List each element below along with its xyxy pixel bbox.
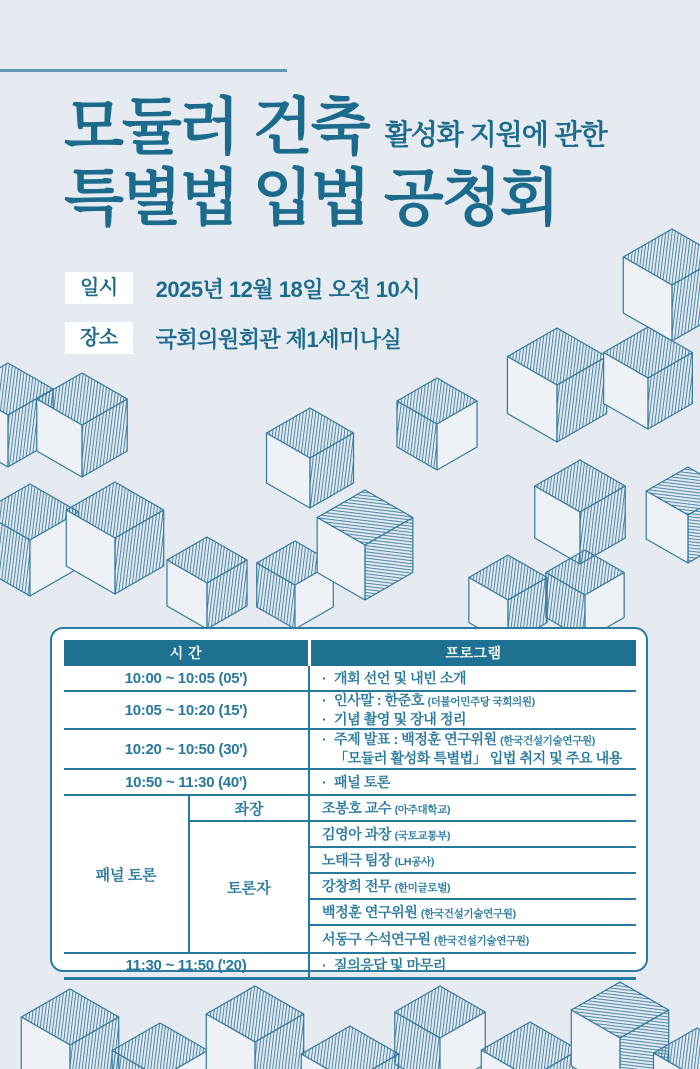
datetime-row [65,272,420,304]
table-row [64,666,636,692]
time-cell: 10:50 ~ 11:30 (40') [125,773,247,791]
chair-label-cell: 좌장 [190,796,308,822]
program-item-note: (더불어민주당 국회의원) [427,696,535,709]
panel-member-row [310,874,636,900]
program-item-note: (한국건설기술연구원) [500,735,596,748]
bullet: · [322,731,327,748]
time-cell: 10:20 ~ 10:50 (30') [124,740,248,758]
member-name: 서동구 수석연구원 [322,930,431,947]
program-cell [308,692,636,728]
member-name: 강창희 전무 [322,877,392,894]
program-cell [308,666,636,690]
member-org: (한미글로벌) [394,881,451,894]
schedule-card [50,627,648,972]
program-item: 인사말 : 한준호 [334,692,424,709]
debaters-label-cell: 토론자 [227,879,271,897]
program-item: 패널 토론 [334,773,390,790]
location-label-badge: 장소 [65,322,133,354]
table-row [64,954,636,980]
panel-members-column [308,796,636,952]
datetime-value: 2025년 12월 18일 오전 10시 [155,276,420,302]
panel-label-cell: 패널 토론 [95,866,157,884]
member-org: (국토교통부) [394,829,451,842]
program-cell [308,730,636,768]
location-value: 국회의원회관 제1세미나실 [155,326,402,352]
table-row [64,692,636,730]
event-info [65,272,420,372]
table-row [64,730,636,770]
member-name: 백정훈 연구위원 [322,903,418,920]
top-accent-line [0,69,287,72]
bullet: · [322,692,327,709]
bullet: · [322,773,327,790]
time-cell: 11:30 ~ 11:50 ('20) [125,957,247,974]
program-item: 주제 발표 : 백정훈 연구위원 [334,731,497,748]
program-item: 개회 선언 및 내빈 소개 [334,669,467,686]
panel-member-row [310,926,636,952]
program-item: 「모듈러 활성화 특별법」 입법 취지 및 주요 내용 [334,750,622,767]
bullet: · [322,711,327,728]
header-time: 시 간 [64,640,308,666]
title-suffix: 활성화 지원에 관한 [384,119,607,151]
member-name: 노태극 팀장 [322,851,392,868]
panel-member-row [310,848,636,874]
member-org: (한국건설기술연구원) [420,907,516,920]
time-cell: 10:00 ~ 10:05 (05') [124,669,248,687]
member-org: (아주대학교) [394,803,451,816]
panel-roles-column [188,796,308,952]
program-cell [308,954,636,977]
poster-title [64,93,607,234]
program-item: 질의응답 및 마무리 [334,957,446,974]
program-item: 기념 촬영 및 장내 정리 [334,711,467,728]
member-name: 김영아 과장 [322,825,392,842]
schedule-table [64,640,636,980]
panel-member-row [310,900,636,926]
panel-member-row [310,822,636,848]
member-name: 조봉호 교수 [322,799,392,816]
panel-discussion-block [64,796,636,954]
bullet: · [322,669,327,686]
datetime-label-badge: 일시 [65,272,133,304]
title-main: 모듈러 건축 [64,93,369,162]
table-row [64,770,636,796]
bullet: · [322,957,327,974]
location-row [65,322,420,354]
member-org: (한국건설기술연구원) [433,934,529,947]
program-cell [308,770,636,794]
member-org: (LH공사) [394,855,435,868]
header-program: 프로그램 [308,640,636,666]
time-cell: 10:05 ~ 10:20 (15') [124,701,248,719]
table-header-row [64,640,636,666]
title-line2: 특별법 입법 공청회 [64,164,558,234]
panel-member-row [310,796,636,822]
